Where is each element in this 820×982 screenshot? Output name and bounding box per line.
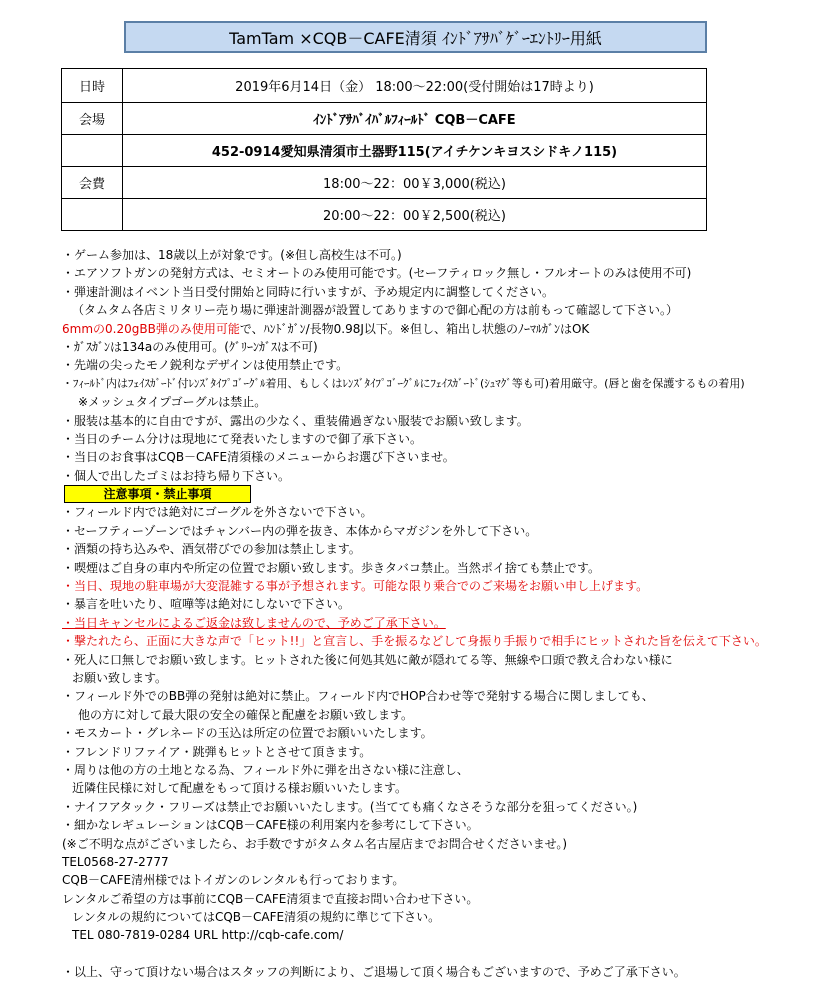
caution-item: ・セーフティーゾーンではチャンバー内の弾を抜き、本体からマガジンを外して下さい。 xyxy=(62,523,538,538)
rule-item: ・エアソフトガンの発射方式は、セミオートのみ使用可能です。(セーフティロック無し・フルオートのみは使用不可) xyxy=(62,266,692,281)
event-info-table xyxy=(61,68,707,231)
rental-info: レンタルの規約についてはCQB－CAFE清須の規約に準じて下さい。 xyxy=(72,910,441,925)
rule-item: ・ゲーム参加は、18歳以上が対象です。(※但し高校生は不可。) xyxy=(62,248,402,262)
caution-item: ・細かなレギュレーションはCQB－CAFE様の利用案内を参考にして下さい。 xyxy=(62,818,479,833)
caution-item: 近隣住民様に対して配慮をもって頂ける様お願いいたします。 xyxy=(72,781,408,796)
venue-name: ｲﾝﾄﾞｱｻﾊﾞｲﾊﾞﾙﾌｨｰﾙﾄﾞ CQB－CAFE xyxy=(123,103,707,135)
footer-note: ・以上、守って頂けない場合はスタッフの判断により、ご退場して頂く場合もございますので、予めご了承下さい。 xyxy=(62,965,686,980)
rental-info: CQB－CAFE清州様ではトイガンのレンタルも行っております。 xyxy=(62,873,405,888)
rule-item: ・服装は基本的に自由ですが、露出の少なく、重装備過ぎない服装でお願い致します。 xyxy=(62,413,529,428)
rule-item: ※メッシュタイプゴーグルは禁止。 xyxy=(78,395,267,410)
address-label-cell xyxy=(62,135,123,167)
venue-label: 会場 xyxy=(62,103,123,135)
rule-item: ・個人で出したゴミはお持ち帰り下さい。 xyxy=(62,468,291,483)
rule-item: （タムタム各店ミリタリー売り場に弾速計測器が設置してありますので御心配の方は前もって確認して下さい。） xyxy=(72,303,679,318)
caution-item-cancel: ・当日キャンセルによるご返金は致しませんので、予めご了承下さい。 xyxy=(62,615,446,630)
blank-line xyxy=(62,945,818,963)
rule-item-bb-text: で、ﾊﾝﾄﾞｶﾞﾝ/長物0.98J以下。※但し、箱出し状態のﾉｰﾏﾙｶﾞﾝはOK xyxy=(239,321,590,336)
caution-item-hit: ・撃たれたら、正面に大きな声で「ヒット!!」と宣言し、手を振るなどして身振り手振りで相手にヒットされた旨を伝えて下さい。 xyxy=(62,634,767,649)
caution-item: ・フィールド外でのBB弾の発射は絶対に禁止。フィールド内でHOP合わせ等で発射する場合に関しましても、 xyxy=(62,689,654,704)
fee-1: 18:00～22：00￥3,000(税込) xyxy=(123,167,707,199)
caution-item: ・酒類の持ち込みや、酒気帯びでの参加は禁止します。 xyxy=(62,542,361,557)
rule-item: ・弾速計測はイベント当日受付開始と同時に行いますが、予め規定内に調整してください。 xyxy=(62,284,555,299)
caution-item: ・フレンドリファイア・跳弾もヒットとさせて頂きます。 xyxy=(62,744,372,759)
rule-item: ・当日のお食事はCQB－CAFE清須様のメニューからお選び下さいませ。 xyxy=(62,450,455,465)
contact-tel: TEL0568-27-2777 xyxy=(62,854,169,869)
fee-label-empty-cell xyxy=(62,199,123,231)
rental-contact: TEL 080-7819-0284 URL http://cqb-cafe.com/ xyxy=(72,928,344,943)
caution-item: ・暴言を吐いたり、喧嘩等は絶対にしないで下さい。 xyxy=(62,597,351,612)
caution-item: お願い致します。 xyxy=(72,670,168,685)
fee-label: 会費 xyxy=(62,167,123,199)
caution-heading: 注意事項・禁止事項 xyxy=(64,485,251,503)
caution-item: ・周りは他の方の土地となる為、フィールド外に弾を出さない様に注意し、 xyxy=(62,762,469,777)
caution-item: ・モスカート・グレネードの玉込は所定の位置でお願いいたします。 xyxy=(62,726,433,741)
rule-item: ・ﾌｨｰﾙﾄﾞ内はﾌｪｲｽｶﾞｰﾄﾞ付ﾚﾝｽﾞﾀｲﾌﾟｺﾞｰｸﾞﾙ着用、もしくはﾚﾝｽﾞﾀｲﾌﾟｺﾞｰｸﾞﾙにﾌｪｲｽｶﾞｰﾄﾞ(ｼｭﾏｸﾞ等も可)着用厳守。(唇と歯を保護するもの着用) xyxy=(62,376,745,390)
rule-item: ・ｶﾞｽｶﾞﾝは134aのみ使用可。(ｸﾞﾘｰﾝｶﾞｽは不可) xyxy=(62,339,318,354)
fee-2: 20:00～22：00￥2,500(税込) xyxy=(123,199,707,231)
rule-item: ・先端の尖ったモノ鋭利なデザインは使用禁止です。 xyxy=(62,358,349,373)
date-value: 2019年6月14日（金） 18:00～22:00(受付開始は17時より) xyxy=(123,69,707,103)
date-label: 日時 xyxy=(62,69,123,103)
caution-item: 他の方に対して最大限の安全の確保と配慮をお願い致します。 xyxy=(78,707,414,722)
caution-item: (※ご不明な点がございましたら、お手数ですがタムタム名古屋店までお問合せくださいませ。) xyxy=(62,836,568,851)
caution-item: ・喫煙はご自身の車内や所定の位置でお願い致します。歩きタバコ禁止。当然ポイ捨ても禁止です。 xyxy=(62,560,600,575)
venue-address: 452-0914愛知県清須市土器野115(アイチケンキヨスシドキノ115) xyxy=(123,135,707,167)
notes-section xyxy=(62,246,818,982)
caution-item: ・ナイフアタック・フリーズは禁止でお願いいたします。(当てても痛くなさそうな部分を狙ってください。) xyxy=(62,799,638,814)
caution-item-parking: ・当日、現地の駐車場が大変混雑する事が予想されます。可能な限り乗合でのご来場をお願い申し上げます。 xyxy=(62,579,649,594)
page-title: TamTam ×CQB－CAFE清須 ｲﾝﾄﾞｱｻﾊﾞｹﾞｰｴﾝﾄﾘｰ用紙 xyxy=(124,21,707,53)
rule-item-bb-highlight: 6mmの0.20gBB弾のみ使用可能 xyxy=(62,321,240,336)
rule-item-bb xyxy=(62,320,818,338)
rule-item: ・当日のチーム分けは現地にて発表いたしますので御了承下さい。 xyxy=(62,431,423,446)
caution-item: ・フィールド内では絶対にゴーグルを外さないで下さい。 xyxy=(62,505,373,520)
caution-item: ・死人に口無しでお願い致します。ヒットされた後に何処其処に敵が隠れてる等、無線や口頭で教え合わない様に xyxy=(62,652,673,667)
rental-info: レンタルご希望の方は事前にCQB－CAFE清須まで直接お問い合わせ下さい。 xyxy=(62,891,479,906)
